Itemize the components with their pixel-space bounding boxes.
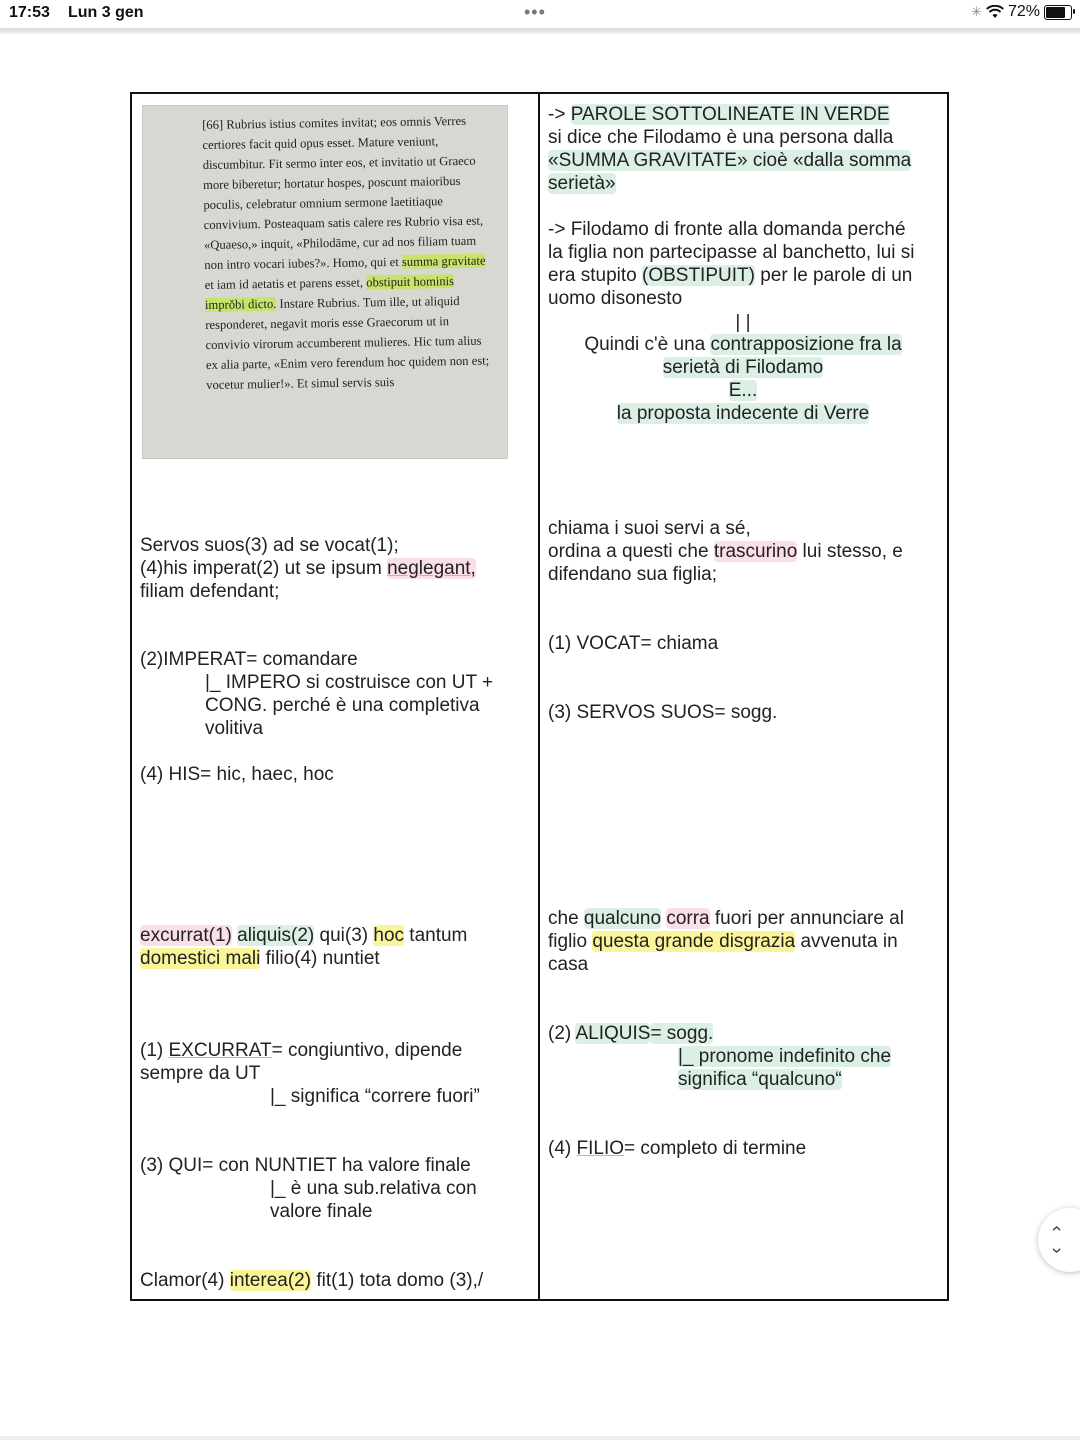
translation-line: chiama i suoi servi a sé, [548, 518, 751, 539]
latin-sentence: (4)his imperat(2) ut se ipsum neglegant, [140, 558, 476, 579]
grammar-note: valore finale [270, 1201, 373, 1222]
loading-icon: ✳ [971, 4, 982, 19]
grammar-note: |_ pronome indefinito che [678, 1046, 892, 1067]
latin-highlight-obstipuit: obstipuit hominis imprŏbi dicto. [204, 274, 455, 312]
translation-line: che qualcuno corra fuori per annunciare al [548, 908, 904, 929]
note-line: si dice che Filodamo è una persona dalla [548, 127, 894, 148]
note-bars: | | [735, 312, 751, 333]
note-line: la proposta indecente di Verre [616, 403, 870, 424]
grammar-note: (3) QUI= con NUNTIET ha valore finale [140, 1155, 471, 1176]
note-line: E... [728, 380, 758, 401]
note-line: «SUMMA GRAVITATE» cioè «dalla somma [548, 150, 912, 171]
grammar-note: volitiva [205, 718, 264, 739]
latin-sentence: domestici mali filio(4) nuntiet [140, 948, 380, 969]
translation-line: casa [548, 954, 589, 975]
note-line: era stupito (OBSTIPUIT) per le parole di un [548, 265, 913, 286]
column-divider [538, 92, 540, 1301]
note-line: -> Filodamo di fronte alla domanda perché [548, 219, 906, 240]
note-line: serietà di Filodamo [662, 357, 824, 378]
status-icons [971, 3, 1072, 21]
grammar-note: |_ è una sub.relativa con [270, 1178, 477, 1199]
bottom-bar [0, 1436, 1080, 1440]
note-line: uomo disonesto [548, 288, 683, 309]
battery-icon [1044, 5, 1072, 20]
grammar-note: (2) ALIQUIS= sogg. [548, 1023, 714, 1044]
latin-passage: [66] Rubrius istius comites invitat; eos omnis Verres certiores facit quid opus esset. Mature veniunt, discumbitur. Fit sermo inter eos, et invitatio ut Graeco more biberetur; hortatur hospes, poscunt maioribus poculis, celebratur omnium sermone laetitiaque convivium. Posteaquam satis calere res Rubrio visa est, «Quaeso,» inquit, «Philodāme, cur ad nos filiam tuam non intro vocari iubes?». Homo, qui et summa gravitate et iam id aetatis et parens esset, obstipuit hominis imprŏbi dicto. Instare Rubrius. Tum ille, ut aliquid responderet, negavit moris esse Graecorum ut in convivio virorum accumberent mulieres. Hic tum alius ex alia parte, «Enim vero ferendum hoc quidem non est; vocetur mulier!». Et simul servis suis [202, 113, 490, 392]
latin-text-photo [142, 105, 508, 459]
grammar-note: sempre da UT [140, 1063, 261, 1084]
grammar-note: (4) FILIO= completo di termine [548, 1138, 807, 1159]
chevron-down-icon[interactable]: › [1047, 1247, 1068, 1254]
latin-sentence: excurrat(1) aliquis(2) qui(3) hoc tantum [140, 925, 468, 946]
latin-sentence: filiam defendant; [140, 581, 280, 602]
latin-sentence: Servos suos(3) ad se vocat(1); [140, 535, 399, 556]
translation-line: figlio questa grande disgrazia avvenuta in [548, 931, 898, 952]
grammar-note: (2)IMPERAT= comandare [140, 649, 358, 670]
note-line: Quindi c'è una contrapposizione fra la [584, 334, 902, 355]
grammar-note: (1) VOCAT= chiama [548, 633, 719, 654]
grammar-note: |_ IMPERO si costruisce con UT + [205, 672, 494, 693]
latin-highlight-summa: summa gravitate [401, 253, 486, 269]
status-bar [0, 0, 1080, 28]
translation-line: difendano sua figlia; [548, 564, 718, 585]
translation-line: ordina a questi che trascurino lui stesso, e [548, 541, 903, 562]
grammar-note: (4) HIS= hic, haec, hoc [140, 764, 334, 785]
battery-percent: 72% [1007, 3, 1040, 20]
note-green-title: -> PAROLE SOTTOLINEATE IN VERDE [548, 104, 890, 125]
grammar-note: (3) SERVOS SUOS= sogg. [548, 702, 778, 723]
grammar-note: CONG. perché è una completiva [205, 695, 480, 716]
grammar-note: (1) EXCURRAT= congiuntivo, dipende [140, 1040, 463, 1061]
page-nav-button[interactable] [1038, 1208, 1080, 1272]
latin-sentence: Clamor(4) interea(2) fit(1) tota domo (3),/ [140, 1270, 484, 1291]
status-time: 17:53 [9, 4, 50, 21]
top-divider [0, 28, 1080, 34]
grammar-note: |_ significa “correre fuori” [270, 1086, 480, 1107]
multitasking-dots[interactable]: ••• [524, 2, 546, 22]
status-date: Lun 3 gen [68, 4, 144, 21]
note-line: serietà» [548, 173, 616, 194]
wifi-icon [986, 5, 1004, 19]
grammar-note: significa “qualcuno“ [678, 1069, 842, 1090]
chevron-up-icon[interactable]: ‹ [1047, 1225, 1068, 1232]
note-line: la figlia non partecipasse al banchetto, lui si [548, 242, 915, 263]
